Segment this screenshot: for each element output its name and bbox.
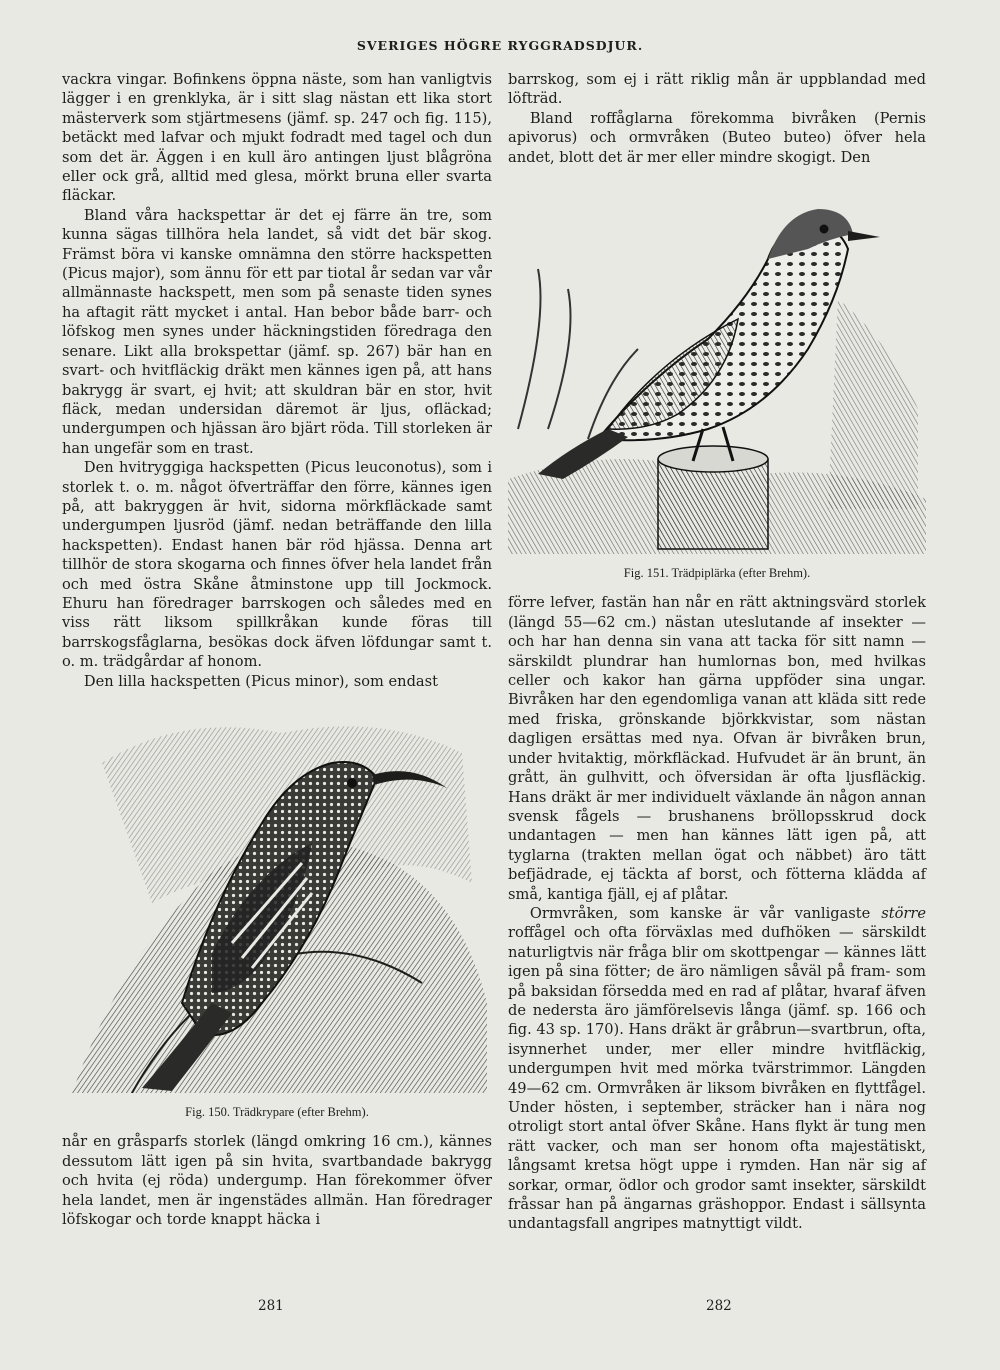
- right-column: [508, 70, 926, 1234]
- figure-150: [62, 703, 492, 1122]
- treecreeper-illustration: [62, 703, 492, 1093]
- figure-caption: Fig. 150. Trädkrypare (efter Brehm).: [185, 1105, 369, 1119]
- emphasis: större: [881, 904, 926, 922]
- figure-caption: Fig. 151. Trädpiplärka (efter Brehm).: [623, 566, 811, 581]
- paragraph: vackra vingar. Bofinkens öppna näste, som han vanligtvis lägger i en grenklyka, är i sitt slag nästan ett lika stort mästerverk som stjärtmesens (jämf. sp. 247 och fig. 115), betäckt med lafvar och mjukt fodradt med tagel och dun som det är. Äggen i en kull äro antingen ljust blågröna eller ock grå, alltid med glesa, mörkt bruna eller svarta fläckar.: [62, 71, 492, 205]
- running-header: SVERIGES HÖGRE RYGGRADSDJUR.: [356, 38, 644, 53]
- figure-151: [508, 179, 926, 583]
- paragraph: når en gråsparfs storlek (längd omkring 16 cm.), kännes dessutom lätt igen på sin hvita, svartbandade bakrygg och hvita (ej röda) undergump. Han förekommer öfver hela landet, men är ingenstädes allmän. Han föredrager löfskogar och torde knappt häcka i: [62, 1133, 492, 1229]
- paragraph: [508, 904, 926, 1234]
- page-number-left: 281: [258, 1298, 284, 1314]
- paragraph: Bland roffåglarna förekomma bivråken (Pernis apivorus) och ormvråken (Buteo buteo) öfver hela andet, blott det är mer eller mindre skogigt. Den: [508, 109, 926, 166]
- paragraph: barrskog, som ej i rätt riklig mån är uppblandad med löfträd.: [508, 71, 926, 108]
- text-run: roffågel och ofta förväxlas med dufhöken — särskildt naturligtvis när fråga blir om skottpengar — kännes lätt igen på sina fötter; de äro nämligen såväl på fram- som på baksidan försedda med en rad af plåtar, hvaraf äfven de nedersta äro jämförelsevis långa (jämf. sp. 166 och fig. 43 sp. 170). Hans dräkt är gråbrun—svartbrun, ofta, isynnerhet under, mer eller mindre hvitfläckig, undergumpen hvit med mörka tvärstrimmor. Längden 49—62 cm. Ormvråken är liksom bivråken en flyttfågel. Under hösten, i september, sträcker han i nära nog otroligt stort antal öfver Skåne. Hans flykt är tung men rätt vacker, och man ser honom ofta majestätiskt, långsamt kretsa högt uppe i rymden. Han när sig af sorkar, ormar, ödlor och grodor samt insekter, särskildt fråssar han på ängarnas gräshoppor. Endast i sällsynta undantagsfall angripes matnyttigt vildt.: [508, 924, 926, 1233]
- paragraph: Den lilla hackspetten (Picus minor), som endast: [83, 672, 438, 690]
- paragraph: Den hvitryggiga hackspetten (Picus leuconotus), som i storlek t. o. m. något öfverträffar den förre, kännes igen på, att bakryggen är hvit, sidorna mörkfläckade samt undergumpen ljusröd (jämf. nedan beträffande den lilla hackspetten). Endast hanen bär röd hjässa. Denna art tillhör de stora skogarna och finnes öfver hela landet från och med östra Skåne åtminstone upp till Jockmock. Ehuru han föredrager barrskogen och således med en viss rätt liksom spillkråkan kunde föras till barrskogsfåglarna, besökas dock äfven löfdungar samt t. o. m. trädgårdar af honom.: [62, 459, 492, 671]
- paragraph: Bland våra hackspettar är det ej färre än tre, som kunna sägas tillhöra hela landet, så vidt det bär skog. Främst böra vi kanske omnämna den större hackspetten (Picus major), som ännu för ett par tiotal år sedan var vår allmännaste hackspett, men som på senaste tiden synes ha aftagit rätt mycket i antal. Han bebor både barr- och löfskog men synes under häckningstiden föredraga den senare. Likt alla brokspettar (jämf. sp. 267) bär han en svart- och hvitfläckig dräkt men kännes igen på, att hans bakrygg är svart, ej hvit; att skuldran bär en stor, hvit fläck, medan undersidan däremot är ljus, ofläckad; undergumpen och hjässan äro bjärt röda. Till storleken är han ungefär som en trast.: [62, 206, 492, 457]
- text-run: Ormvråken, som kanske är vår vanligaste: [529, 904, 882, 922]
- tree-pipit-illustration: [508, 179, 926, 554]
- left-column: [62, 70, 492, 1229]
- page-number-right: 282: [706, 1298, 732, 1314]
- paragraph: förre lefver, fastän han når en rätt aktningsvärd storlek (längd 55—62 cm.) nästan uteslutande af insekter — och har han denna sin vana att tacka för sitt namn — särskildt plundrar han humlornas bon, med hvilkas celler och kakor han gärna uppföder sina ungar. Bivråken har den egendomliga vanan att kläda sitt rede med friska, grönskande björkkvistar, som nästan dagligen ersättas med nya. Ofvan är bivråken brun, under hvitaktig, mörkfläckad. Hufvudet är än brunt, än grått, än gulhvitt, och öfversidan är ofta ljusfläckig. Hans dräkt är mer individuelt växlande än någon annan svensk fågels — brushanens bröllopsskrud dock undantagen — men han kännes lätt igen på, att tyglarna (trakten mellan ögat och näbbet) äro tätt befjädrade, ej täckta af borst, och fötterna klädda af små, kantiga fjäll, ej af plåtar.: [508, 594, 926, 903]
